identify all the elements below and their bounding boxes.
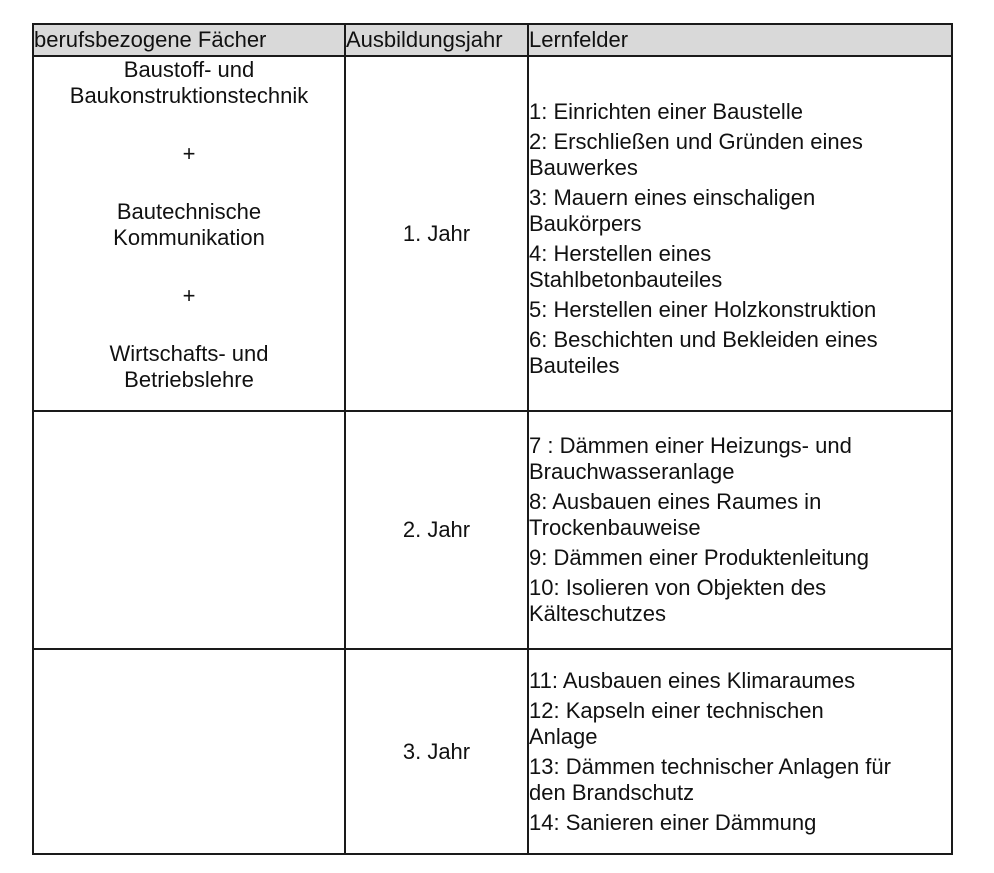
learning-field: 5: Herstellen einer Holzkonstruktion <box>529 296 877 322</box>
learning-field: 8: Ausbauen eines Raumes in Trockenbauweise <box>529 489 822 540</box>
year-cell: 1. Jahr <box>345 56 528 411</box>
header-row <box>33 24 952 56</box>
subjects-cell <box>33 649 345 854</box>
subject-plus-separator: + <box>182 283 196 308</box>
learning-field: 2: Erschließen und Gründen eines Bauwerkes <box>529 128 863 180</box>
learning-field: 12: Kapseln einer technischen Anlage <box>529 697 824 749</box>
table-row <box>33 649 952 854</box>
learning-field: 3: Mauern eines einschaligen Baukörpers <box>529 184 816 236</box>
subjects-cell <box>33 56 345 411</box>
header-year: Ausbildungsjahr <box>345 24 528 56</box>
subject-business-studies: Wirtschafts- und Betriebslehre <box>109 341 269 392</box>
year-cell: 2. Jahr <box>345 411 528 649</box>
learning-fields-cell <box>528 56 952 411</box>
learning-field: 9: Dämmen einer Produktenleitung <box>529 545 869 570</box>
learning-fields-cell <box>528 411 952 649</box>
learning-field: 11: Ausbauen eines Klimaraumes <box>529 667 856 693</box>
learning-field: 10: Isolieren von Objekten des Kälteschutzes <box>529 575 827 626</box>
subjects-cell <box>33 411 345 649</box>
table-row <box>33 56 952 411</box>
subject-construction-technology: Baustoff- und Baukonstruktionstechnik <box>69 57 309 108</box>
year-cell: 3. Jahr <box>345 649 528 854</box>
header-subjects: berufsbezogene Fächer <box>33 24 345 56</box>
table-row <box>33 411 952 649</box>
learning-fields-cell <box>528 649 952 854</box>
learning-field: 6: Beschichten und Bekleiden eines Bauteiles <box>529 326 878 378</box>
subject-technical-communication: Bautechnische Kommunikation <box>113 199 265 250</box>
learning-field: 1: Einrichten einer Baustelle <box>529 98 803 124</box>
learning-field: 14: Sanieren einer Dämmung <box>529 809 817 835</box>
learning-field: 4: Herstellen eines Stahlbetonbauteiles <box>529 240 723 292</box>
learning-field: 7 : Dämmen einer Heizungs- und Brauchwasseranlage <box>529 433 852 484</box>
learning-field: 13: Dämmen technischer Anlagen für den Brandschutz <box>529 753 891 805</box>
header-fields: Lernfelder <box>528 24 952 56</box>
curriculum-table <box>32 23 953 855</box>
subject-plus-separator: + <box>182 141 196 166</box>
